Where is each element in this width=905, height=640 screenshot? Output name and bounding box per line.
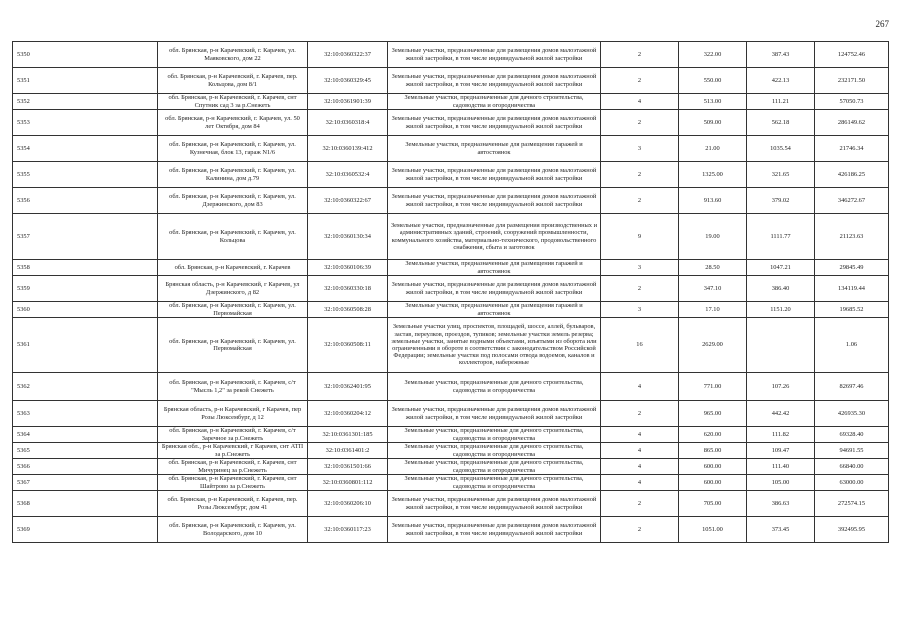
- unit-cost-cell: 379.02: [747, 188, 815, 214]
- unit-cost-cell: 107.26: [747, 373, 815, 401]
- land-use-cell: Земельные участки, предназначенные для размещения производственных и административных зданий, строений, сооружений промышленности, коммунального хозяйства, материально-технического, продовольственного снабжения, сбыта и заготовок: [388, 214, 601, 260]
- cadastral-number-cell: 32:10:0360330:18: [308, 276, 388, 302]
- total-value-cell: 57050.73: [815, 94, 889, 110]
- table-row: [13, 517, 889, 543]
- area-cell: 550.00: [679, 68, 747, 94]
- address-cell: обл. Брянская, р-н Карачевский, г. Карачев, пер. Кольцова, дом 8/1: [158, 68, 308, 94]
- area-cell: 347.10: [679, 276, 747, 302]
- cadastral-number-cell: 32:10:0362401:95: [308, 373, 388, 401]
- land-use-cell: Земельные участки, предназначенные для размещения домов малоэтажной жилой застройки, в том числе индивидуальной жилой застройки: [388, 42, 601, 68]
- land-use-cell: Земельные участки, предназначенные для размещения гаражей и автостоянок: [388, 260, 601, 276]
- cadastral-number-cell: 32:10:0360322:67: [308, 188, 388, 214]
- group-cell: 4: [601, 443, 679, 459]
- address-cell: обл. Брянская, р-н Карачевский, г. Карачев: [158, 260, 308, 276]
- unit-cost-cell: 321.65: [747, 162, 815, 188]
- land-use-cell: Земельные участки, предназначенные для размещения домов малоэтажной жилой застройки, в том числе индивидуальной жилой застройки: [388, 276, 601, 302]
- page-number: 267: [875, 19, 889, 29]
- group-cell: 3: [601, 302, 679, 318]
- cadastral-number-cell: 32:10:0360117:23: [308, 517, 388, 543]
- area-cell: 2629.00: [679, 318, 747, 373]
- address-cell: обл. Брянская, р-н Карачевский, г. Карачев, снт Шайтрово за р.Снежеть: [158, 475, 308, 491]
- table-row: [13, 276, 889, 302]
- table-row: [13, 401, 889, 427]
- address-cell: Брянская область, р-н Карачевский, г Карачев, ул Дзержинского, д 82: [158, 276, 308, 302]
- address-cell: обл. Брянская, р-н Карачевский, г. Карачев, ул. Дзержинского, дом 83: [158, 188, 308, 214]
- land-use-cell: Земельные участки, предназначенные для дачного строительства, садоводства и огородничества: [388, 94, 601, 110]
- cadastral-number-cell: 32:10:0360329:45: [308, 68, 388, 94]
- land-use-cell: Земельные участки, предназначенные для дачного строительства, садоводства и огородничества: [388, 443, 601, 459]
- address-cell: обл. Брянская, р-н Карачевский, г. Карачев, снт Мичуринец за р.Снежеть: [158, 459, 308, 475]
- address-cell: Брянская обл., р-н Карачевский, г Карачев, снт АТП за р.Снежеть: [158, 443, 308, 459]
- group-cell: 2: [601, 276, 679, 302]
- table-row: [13, 110, 889, 136]
- table-row: [13, 491, 889, 517]
- address-cell: обл. Брянская, р-н Карачевский, г. Карачев, ул. Маяковского, дом 22: [158, 42, 308, 68]
- cadastral-number-cell: 32:10:0360106:39: [308, 260, 388, 276]
- row-number: 5355: [13, 162, 158, 188]
- table-row: [13, 136, 889, 162]
- unit-cost-cell: 442.42: [747, 401, 815, 427]
- area-cell: 322.00: [679, 42, 747, 68]
- cadastral-number-cell: 32:10:0360508:28: [308, 302, 388, 318]
- address-cell: обл. Брянская, р-н Карачевский, г. Карачев, ул. Калинина, дом д.79: [158, 162, 308, 188]
- land-use-cell: Земельные участки, предназначенные для размещения домов малоэтажной жилой застройки, в том числе индивидуальной жилой застройки: [388, 162, 601, 188]
- cadastral-number-cell: 32:10:0360532:4: [308, 162, 388, 188]
- total-value-cell: 29845.49: [815, 260, 889, 276]
- group-cell: 2: [601, 188, 679, 214]
- land-use-cell: Земельные участки, предназначенные для размещения домов малоэтажной жилой застройки, в том числе индивидуальной жилой застройки: [388, 491, 601, 517]
- cadastral-number-cell: 32:10:0360206:10: [308, 491, 388, 517]
- total-value-cell: 232171.50: [815, 68, 889, 94]
- address-cell: обл. Брянская, р-н Карачевский, г. Карачев, ул. 50 лет Октября, дом 84: [158, 110, 308, 136]
- address-cell: обл. Брянская, р-н Карачевский, г. Карачев, ул. Первомайская: [158, 302, 308, 318]
- total-value-cell: 426935.30: [815, 401, 889, 427]
- address-cell: обл. Брянская, р-н Карачевский, г. Карачев, с/т "Мысль 1,2" за рекой Снежеть: [158, 373, 308, 401]
- unit-cost-cell: 1047.21: [747, 260, 815, 276]
- row-number: 5359: [13, 276, 158, 302]
- table-row: [13, 443, 889, 459]
- cadastral-number-cell: 32:10:0360204:12: [308, 401, 388, 427]
- cadastral-number-cell: 32:10:0360322:37: [308, 42, 388, 68]
- area-cell: 771.00: [679, 373, 747, 401]
- address-cell: обл. Брянская, р-н Карачевский, г. Карачев, пер. Розы Люксембург, дом 41: [158, 491, 308, 517]
- table-row: [13, 260, 889, 276]
- table-row: [13, 214, 889, 260]
- total-value-cell: 19685.52: [815, 302, 889, 318]
- unit-cost-cell: 386.63: [747, 491, 815, 517]
- group-cell: 2: [601, 68, 679, 94]
- address-cell: обл. Брянская, р-н Карачевский, г. Карачев, с/т Заречное за р.Снежеть: [158, 427, 308, 443]
- land-use-cell: Земельные участки, предназначенные для размещения гаражей и автостоянок: [388, 302, 601, 318]
- total-value-cell: 124752.46: [815, 42, 889, 68]
- area-cell: 865.00: [679, 443, 747, 459]
- row-number: 5358: [13, 260, 158, 276]
- unit-cost-cell: 109.47: [747, 443, 815, 459]
- group-cell: 4: [601, 475, 679, 491]
- address-cell: обл. Брянская, р-н Карачевский, г. Карачев, ул. Первомайская: [158, 318, 308, 373]
- group-cell: 2: [601, 491, 679, 517]
- unit-cost-cell: 562.18: [747, 110, 815, 136]
- area-cell: 620.00: [679, 427, 747, 443]
- total-value-cell: 392495.95: [815, 517, 889, 543]
- total-value-cell: 426186.25: [815, 162, 889, 188]
- row-number: 5363: [13, 401, 158, 427]
- row-number: 5369: [13, 517, 158, 543]
- group-cell: 3: [601, 260, 679, 276]
- unit-cost-cell: 111.82: [747, 427, 815, 443]
- total-value-cell: 346272.67: [815, 188, 889, 214]
- land-use-cell: Земельные участки, предназначенные для размещения домов малоэтажной жилой застройки, в том числе индивидуальной жилой застройки: [388, 110, 601, 136]
- unit-cost-cell: 386.40: [747, 276, 815, 302]
- total-value-cell: 286149.62: [815, 110, 889, 136]
- land-use-cell: Земельные участки, предназначенные для дачного строительства, садоводства и огородничества: [388, 475, 601, 491]
- group-cell: 2: [601, 401, 679, 427]
- group-cell: 16: [601, 318, 679, 373]
- row-number: 5367: [13, 475, 158, 491]
- group-cell: 4: [601, 427, 679, 443]
- unit-cost-cell: 387.43: [747, 42, 815, 68]
- cadastral-number-cell: 32:10:0361401:2: [308, 443, 388, 459]
- unit-cost-cell: 111.21: [747, 94, 815, 110]
- cadastral-number-cell: 32:10:0360318:4: [308, 110, 388, 136]
- group-cell: 2: [601, 42, 679, 68]
- total-value-cell: 1.06: [815, 318, 889, 373]
- row-number: 5361: [13, 318, 158, 373]
- total-value-cell: 69328.40: [815, 427, 889, 443]
- table-body: [13, 42, 889, 543]
- unit-cost-cell: 1111.77: [747, 214, 815, 260]
- cadastral-number-cell: 32:10:0360139:412: [308, 136, 388, 162]
- area-cell: 509.00: [679, 110, 747, 136]
- table-row: [13, 162, 889, 188]
- table-row: [13, 427, 889, 443]
- group-cell: 2: [601, 162, 679, 188]
- group-cell: 4: [601, 373, 679, 401]
- land-use-cell: Земельные участки, предназначенные для дачного строительства, садоводства и огородничества: [388, 373, 601, 401]
- cadastral-number-cell: 32:10:0361301:185: [308, 427, 388, 443]
- row-number: 5351: [13, 68, 158, 94]
- row-number: 5364: [13, 427, 158, 443]
- address-cell: обл. Брянская, р-н Карачевский, г. Карачев, ул. Володарского, дом 10: [158, 517, 308, 543]
- group-cell: 4: [601, 459, 679, 475]
- area-cell: 513.00: [679, 94, 747, 110]
- total-value-cell: 134119.44: [815, 276, 889, 302]
- row-number: 5362: [13, 373, 158, 401]
- area-cell: 1325.00: [679, 162, 747, 188]
- area-cell: 705.00: [679, 491, 747, 517]
- total-value-cell: 21746.34: [815, 136, 889, 162]
- area-cell: 913.60: [679, 188, 747, 214]
- unit-cost-cell: 111.40: [747, 459, 815, 475]
- unit-cost-cell: 422.13: [747, 68, 815, 94]
- unit-cost-cell: 1035.54: [747, 136, 815, 162]
- total-value-cell: 21123.63: [815, 214, 889, 260]
- total-value-cell: 66840.00: [815, 459, 889, 475]
- table-row: [13, 373, 889, 401]
- area-cell: 600.00: [679, 475, 747, 491]
- unit-cost-cell: 105.00: [747, 475, 815, 491]
- total-value-cell: 82697.46: [815, 373, 889, 401]
- address-cell: обл. Брянская, р-н Карачевский, г. Карачев, снт Спутник сад 3 за р.Снежеть: [158, 94, 308, 110]
- table-row: [13, 475, 889, 491]
- area-cell: 28.50: [679, 260, 747, 276]
- total-value-cell: 94691.55: [815, 443, 889, 459]
- row-number: 5352: [13, 94, 158, 110]
- table-row: [13, 94, 889, 110]
- row-number: 5354: [13, 136, 158, 162]
- land-valuation-table: [12, 41, 889, 543]
- table-row: [13, 459, 889, 475]
- cadastral-number-cell: 32:10:0360130:34: [308, 214, 388, 260]
- land-use-cell: Земельные участки, предназначенные для размещения домов малоэтажной жилой застройки, в том числе индивидуальной жилой застройки: [388, 188, 601, 214]
- address-cell: обл. Брянская, р-н Карачевский, г. Карачев, ул. Кузнечная, блок 13, гараж N1/6: [158, 136, 308, 162]
- unit-cost-cell: 373.45: [747, 517, 815, 543]
- row-number: 5368: [13, 491, 158, 517]
- area-cell: 19.00: [679, 214, 747, 260]
- area-cell: 1051.00: [679, 517, 747, 543]
- table-row: [13, 42, 889, 68]
- row-number: 5353: [13, 110, 158, 136]
- cadastral-number-cell: 32:10:0360508:11: [308, 318, 388, 373]
- area-cell: 17.10: [679, 302, 747, 318]
- total-value-cell: 63000.00: [815, 475, 889, 491]
- cadastral-number-cell: 32:10:0361901:39: [308, 94, 388, 110]
- land-use-cell: Земельные участки, предназначенные для дачного строительства, садоводства и огородничества: [388, 459, 601, 475]
- cadastral-number-cell: 32:10:0360801:112: [308, 475, 388, 491]
- table-row: [13, 318, 889, 373]
- group-cell: 4: [601, 94, 679, 110]
- group-cell: 3: [601, 136, 679, 162]
- area-cell: 965.00: [679, 401, 747, 427]
- unit-cost-cell: [747, 318, 815, 373]
- land-use-cell: Земельные участки улиц, проспектов, площадей, шоссе, аллей, бульваров, застав, переулков, проездов, тупиков; земельные участки земель резерва; земельные участки, занятые водными объектами, изъятыми из оборота или ограниченными в обороте в соответствии с законодательством Российской Федерации; земельные участки под полосами отвода водоемов, каналов и коллекторов, набережные: [388, 318, 601, 373]
- area-cell: 21.00: [679, 136, 747, 162]
- group-cell: 2: [601, 110, 679, 136]
- row-number: 5357: [13, 214, 158, 260]
- group-cell: 2: [601, 517, 679, 543]
- address-cell: Брянская область, р-н Карачевский, г Карачев, пер Розы Люксембург, д 12: [158, 401, 308, 427]
- land-use-cell: Земельные участки, предназначенные для размещения домов малоэтажной жилой застройки, в том числе индивидуальной жилой застройки: [388, 401, 601, 427]
- land-use-cell: Земельные участки, предназначенные для дачного строительства, садоводства и огородничества: [388, 427, 601, 443]
- row-number: 5366: [13, 459, 158, 475]
- table-row: [13, 302, 889, 318]
- cadastral-number-cell: 32:10:0361501:66: [308, 459, 388, 475]
- address-cell: обл. Брянская, р-н Карачевский, г. Карачев, ул. Кольцова: [158, 214, 308, 260]
- row-number: 5365: [13, 443, 158, 459]
- group-cell: 9: [601, 214, 679, 260]
- row-number: 5350: [13, 42, 158, 68]
- land-use-cell: Земельные участки, предназначенные для размещения домов малоэтажной жилой застройки, в том числе индивидуальной жилой застройки: [388, 68, 601, 94]
- total-value-cell: 272574.15: [815, 491, 889, 517]
- row-number: 5360: [13, 302, 158, 318]
- unit-cost-cell: 1151.20: [747, 302, 815, 318]
- row-number: 5356: [13, 188, 158, 214]
- table-row: [13, 188, 889, 214]
- area-cell: 600.00: [679, 459, 747, 475]
- land-use-cell: Земельные участки, предназначенные для размещения домов малоэтажной жилой застройки, в том числе индивидуальной жилой застройки: [388, 517, 601, 543]
- land-use-cell: Земельные участки, предназначенные для размещения гаражей и автостоянок: [388, 136, 601, 162]
- table-row: [13, 68, 889, 94]
